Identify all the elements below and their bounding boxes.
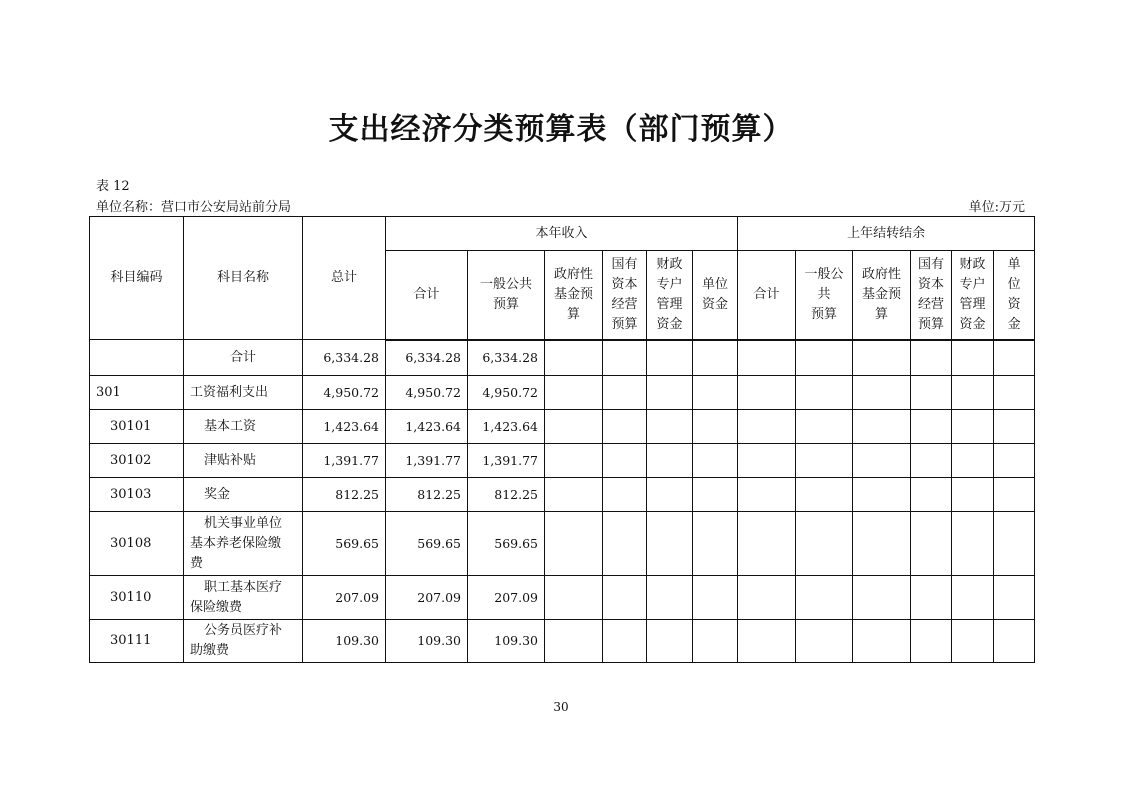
cell-code: 30101 (90, 410, 184, 444)
cell-empty (796, 576, 853, 620)
cell-empty (603, 410, 647, 444)
cell-empty (603, 620, 647, 663)
header-cy-general: 一般公共 预算 (468, 251, 545, 340)
unit-name: 单位名称：营口市公安局站前分局 (96, 200, 292, 215)
cell-empty (545, 340, 603, 376)
table-row (90, 376, 1035, 410)
header-name: 科目名称 (184, 217, 303, 340)
cell-empty (796, 512, 853, 576)
cell-cy-subtotal: 1,423.64 (386, 410, 468, 444)
cell-empty (911, 410, 952, 444)
header-co-special: 财政 专户 管理 资金 (952, 251, 994, 340)
cell-empty (952, 376, 994, 410)
cell-empty (647, 512, 693, 576)
header-code: 科目编码 (90, 217, 184, 340)
budget-table (89, 216, 1035, 663)
cell-empty (994, 376, 1035, 410)
table-row (90, 576, 1035, 620)
header-cy-state-capital: 国有 资本 经营 预算 (603, 251, 647, 340)
cell-total: 812.25 (303, 478, 386, 512)
cell-name: 合计 (184, 340, 303, 376)
table-row (90, 444, 1035, 478)
cell-empty (853, 410, 911, 444)
cell-empty (952, 340, 994, 376)
cell-empty (911, 478, 952, 512)
cell-empty (693, 340, 738, 376)
cell-cy-subtotal: 109.30 (386, 620, 468, 663)
cell-empty (545, 576, 603, 620)
cell-empty (738, 478, 796, 512)
page-number: 30 (553, 700, 569, 714)
header-total: 总计 (303, 217, 386, 340)
cell-empty (647, 340, 693, 376)
cell-name-line: 职工基本医疗 (204, 579, 283, 595)
cell-empty (693, 478, 738, 512)
cell-total: 1,423.64 (303, 410, 386, 444)
cell-cy-subtotal: 4,950.72 (386, 376, 468, 410)
cell-total: 4,950.72 (303, 376, 386, 410)
cell-empty (994, 512, 1035, 576)
cell-empty (911, 444, 952, 478)
cell-code: 30108 (90, 512, 184, 576)
cell-cy-general: 1,391.77 (468, 444, 545, 478)
cell-empty (911, 620, 952, 663)
header-cy-subtotal: 合计 (386, 251, 468, 340)
cell-empty (738, 340, 796, 376)
cell-empty (647, 576, 693, 620)
cell-empty (738, 576, 796, 620)
cell-empty (545, 410, 603, 444)
cell-empty (647, 478, 693, 512)
cell-empty (738, 512, 796, 576)
cell-empty (853, 478, 911, 512)
cell-name: 基本工资 (184, 410, 303, 444)
cell-empty (853, 340, 911, 376)
cell-empty (603, 512, 647, 576)
cell-empty (853, 444, 911, 478)
cell-code: 30110 (90, 576, 184, 620)
cell-empty (738, 410, 796, 444)
cell-empty (738, 376, 796, 410)
cell-empty (994, 410, 1035, 444)
cell-empty (952, 444, 994, 478)
cell-name-line: 公务员医疗补 (204, 623, 283, 638)
cell-cy-subtotal: 569.65 (386, 512, 468, 576)
cell-code: 30103 (90, 478, 184, 512)
cell-empty (647, 410, 693, 444)
cell-empty (738, 444, 796, 478)
cell-empty (693, 376, 738, 410)
cell-code: 30111 (90, 620, 184, 663)
table-number: 表 12 (96, 179, 130, 194)
cell-cy-general: 6,334.28 (468, 340, 545, 376)
table-row (90, 410, 1035, 444)
header-cy-unit-fund: 单位 资金 (693, 251, 738, 340)
cell-empty (911, 340, 952, 376)
cell-total: 109.30 (303, 620, 386, 663)
cell-empty (911, 576, 952, 620)
cell-empty (738, 620, 796, 663)
cell-name: 奖金 (184, 478, 303, 512)
header-co-general: 一般公 共 预算 (796, 251, 853, 340)
cell-empty (545, 376, 603, 410)
cell-empty (853, 376, 911, 410)
cell-total: 6,334.28 (303, 340, 386, 376)
header-co-unit-fund: 单 位 资 金 (994, 251, 1035, 340)
cell-name-line: 机关事业单位 (204, 515, 283, 531)
cell-name: 津贴补贴 (184, 444, 303, 478)
table-row (90, 340, 1035, 376)
cell-code (90, 340, 184, 376)
cell-name-line: 助缴费 (190, 643, 230, 658)
cell-empty (994, 620, 1035, 663)
cell-empty (994, 478, 1035, 512)
cell-empty (911, 512, 952, 576)
cell-empty (994, 340, 1035, 376)
table-row (90, 512, 1035, 576)
cell-cy-general: 109.30 (468, 620, 545, 663)
cell-empty (545, 512, 603, 576)
header-cy-gov-fund: 政府性 基金预 算 (545, 251, 603, 340)
table-row (90, 620, 1035, 663)
cell-empty (796, 444, 853, 478)
cell-empty (693, 576, 738, 620)
cell-empty (911, 376, 952, 410)
header-cy-special: 财政 专户 管理 资金 (647, 251, 693, 340)
cell-empty (994, 576, 1035, 620)
cell-empty (647, 376, 693, 410)
cell-empty (796, 478, 853, 512)
cell-empty (545, 478, 603, 512)
cell-cy-general: 569.65 (468, 512, 545, 576)
cell-cy-general: 1,423.64 (468, 410, 545, 444)
cell-empty (952, 410, 994, 444)
cell-empty (853, 512, 911, 576)
cell-empty (952, 512, 994, 576)
cell-empty (853, 576, 911, 620)
cell-empty (994, 444, 1035, 478)
cell-empty (603, 444, 647, 478)
cell-cy-subtotal: 6,334.28 (386, 340, 468, 376)
cell-empty (693, 512, 738, 576)
table-row (90, 478, 1035, 512)
cell-empty (952, 620, 994, 663)
cell-empty (693, 410, 738, 444)
cell-empty (796, 410, 853, 444)
cell-name-line: 基本养老保险缴 (190, 535, 282, 551)
cell-empty (647, 444, 693, 478)
cell-cy-subtotal: 207.09 (386, 576, 468, 620)
cell-empty (796, 376, 853, 410)
header-co-state-capital: 国有 资本 经营 预算 (911, 251, 952, 340)
header-co-subtotal: 合计 (738, 251, 796, 340)
cell-empty (603, 340, 647, 376)
header-co-gov-fund: 政府性 基金预 算 (853, 251, 911, 340)
cell-empty (603, 478, 647, 512)
cell-code: 301 (90, 376, 184, 410)
cell-empty (545, 444, 603, 478)
cell-name (184, 576, 303, 620)
cell-total: 1,391.77 (303, 444, 386, 478)
cell-cy-general: 812.25 (468, 478, 545, 512)
cell-name (184, 620, 303, 663)
header-current-year: 本年收入 (386, 217, 738, 251)
unit-measure: 单位:万元 (968, 200, 1025, 215)
cell-empty (545, 620, 603, 663)
cell-empty (952, 576, 994, 620)
cell-empty (853, 620, 911, 663)
header-carryover: 上年结转结余 (738, 217, 1035, 251)
cell-name-line: 费 (190, 555, 204, 571)
cell-empty (796, 340, 853, 376)
cell-empty (952, 478, 994, 512)
cell-cy-general: 207.09 (468, 576, 545, 620)
cell-cy-subtotal: 812.25 (386, 478, 468, 512)
cell-code: 30102 (90, 444, 184, 478)
table-body (90, 340, 1035, 663)
cell-empty (603, 376, 647, 410)
cell-empty (647, 620, 693, 663)
cell-total: 207.09 (303, 576, 386, 620)
cell-name-line: 保险缴费 (190, 599, 243, 615)
cell-empty (603, 576, 647, 620)
cell-empty (693, 444, 738, 478)
cell-cy-subtotal: 1,391.77 (386, 444, 468, 478)
page-title: 支出经济分类预算表（部门预算） (328, 112, 794, 147)
cell-name (184, 512, 303, 576)
cell-empty (796, 620, 853, 663)
cell-empty (693, 620, 738, 663)
cell-total: 569.65 (303, 512, 386, 576)
cell-name: 工资福利支出 (184, 376, 303, 410)
cell-cy-general: 4,950.72 (468, 376, 545, 410)
